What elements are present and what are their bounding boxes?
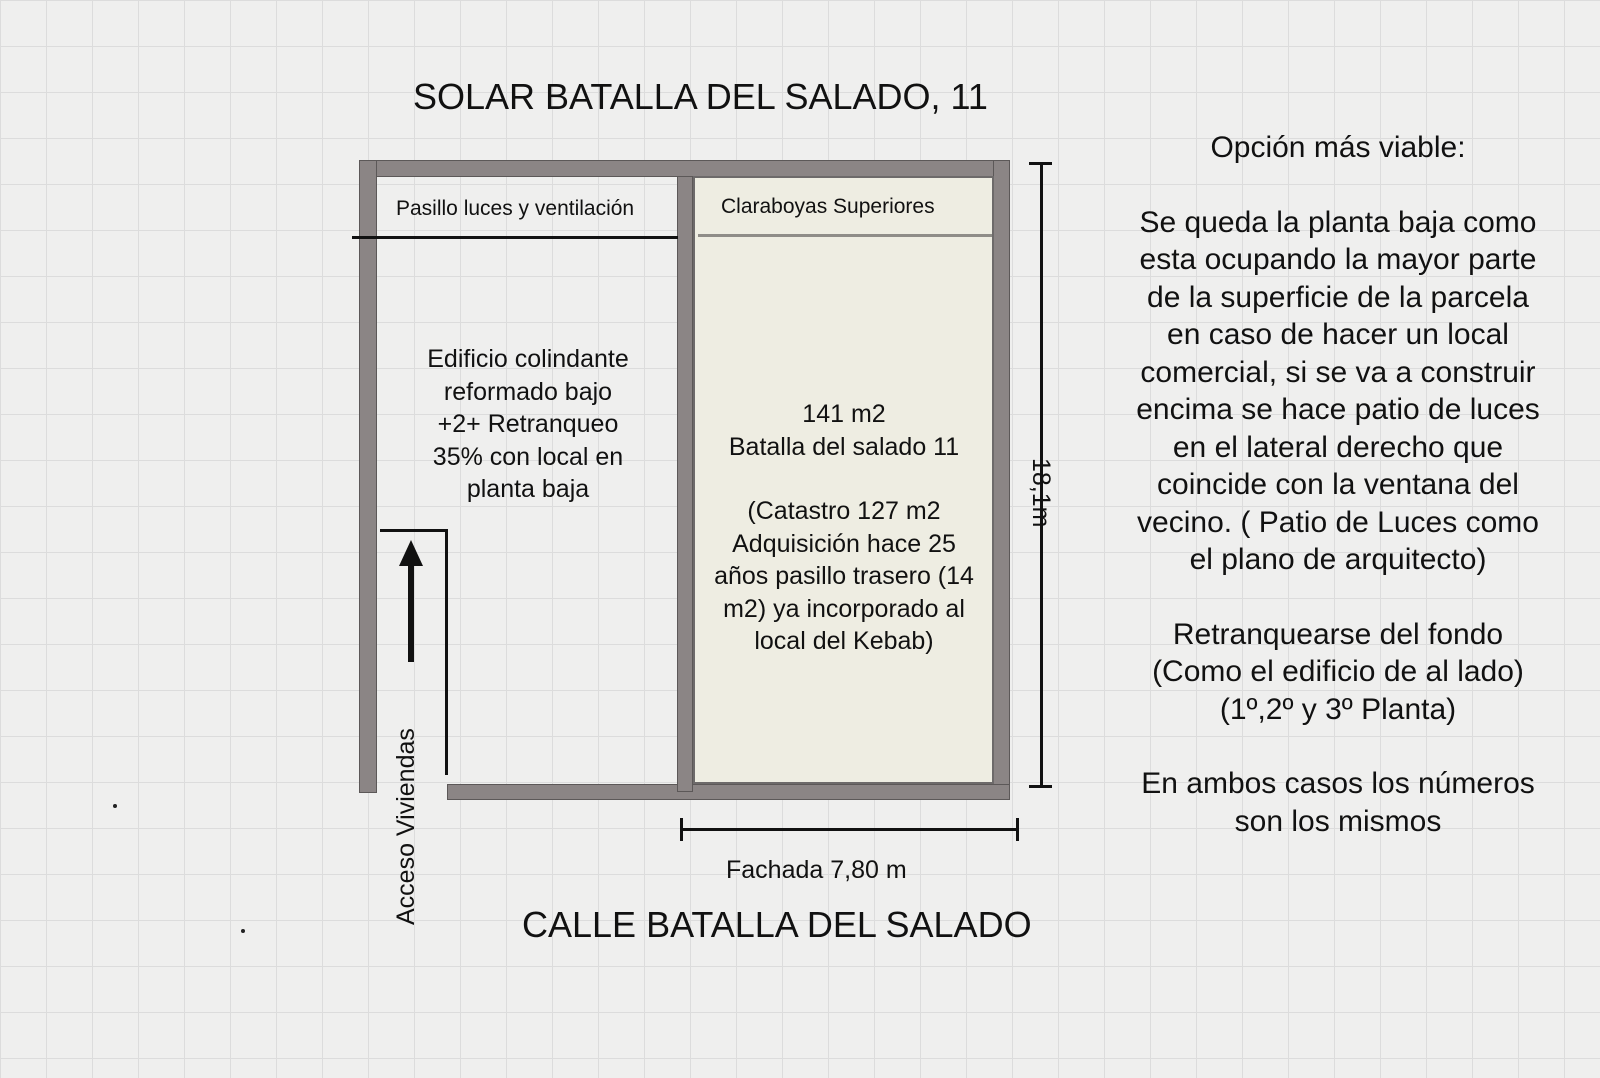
plot-area-text bbox=[695, 398, 993, 658]
notes-line: coincide con la ventana del bbox=[1157, 468, 1519, 501]
notes-line: (Como el edificio de al lado) bbox=[1152, 655, 1524, 688]
plot-line: Batalla del salado 11 bbox=[728, 432, 960, 461]
plot-note-line: local del Kebab) bbox=[754, 627, 934, 655]
facade-dimension-tick-right bbox=[1016, 818, 1019, 841]
diagram-title: SOLAR BATALLA DEL SALADO, 11 bbox=[413, 76, 988, 117]
notes-line: son los mismos bbox=[1234, 804, 1442, 838]
notes-line: comercial, si se va a construir bbox=[1140, 355, 1536, 389]
arrow-up-icon bbox=[396, 540, 426, 662]
notes-line: de la superficie de la parcela bbox=[1147, 280, 1529, 314]
neighbor-line: planta baja bbox=[466, 475, 590, 503]
notes-line: en caso de hacer un local bbox=[1167, 318, 1509, 351]
plot-note-line: (Catastro 127 m2 bbox=[747, 497, 941, 525]
bottom-wall bbox=[447, 784, 1010, 800]
notes-paragraph-3 bbox=[1108, 765, 1568, 840]
left-wall bbox=[359, 160, 377, 793]
notes-line: En ambos casos los números bbox=[1141, 767, 1535, 800]
right-strip-divider bbox=[698, 234, 992, 237]
notes-line: vecino. ( Patio de Luces como bbox=[1137, 505, 1539, 539]
height-dimension-label: 18,1m bbox=[1027, 458, 1055, 528]
neighbor-line: reformado bajo bbox=[443, 377, 613, 406]
right-strip-label: Claraboyas Superiores bbox=[721, 195, 935, 218]
facade-dimension-label: Fachada 7,80 m bbox=[726, 856, 907, 884]
plot-note-line: m2) ya incorporado al bbox=[723, 594, 965, 623]
facade-dimension-tick-left bbox=[680, 818, 683, 841]
height-dimension-tick-bottom bbox=[1029, 785, 1052, 788]
notes-line: Se queda la planta baja como bbox=[1139, 205, 1537, 239]
left-strip-label: Pasillo luces y ventilación bbox=[396, 197, 635, 220]
stray-dot bbox=[241, 929, 245, 933]
party-wall bbox=[677, 176, 693, 792]
top-wall bbox=[359, 160, 1010, 177]
access-label: Acceso Viviendas bbox=[392, 728, 420, 925]
notes-line: Retranquearse del fondo bbox=[1172, 617, 1504, 651]
notes-heading: Opción más viable: bbox=[1210, 131, 1466, 164]
street-name: CALLE BATALLA DEL SALADO bbox=[522, 904, 1032, 945]
notes-line: esta ocupando la mayor parte bbox=[1139, 243, 1537, 276]
plot-note-line: Adquisición hace 25 bbox=[732, 529, 956, 558]
access-corridor-top bbox=[380, 529, 448, 532]
notes-panel bbox=[1108, 129, 1568, 877]
neighbor-line: Edificio colindante bbox=[427, 345, 629, 373]
facade-dimension-line bbox=[680, 828, 1019, 831]
notes-line: (1º,2º y 3º Planta) bbox=[1219, 692, 1457, 726]
left-strip-divider bbox=[352, 236, 678, 239]
notes-line: el plano de arquitecto) bbox=[1189, 543, 1487, 576]
stray-dot bbox=[113, 804, 117, 808]
notes-line: en el lateral derecho que bbox=[1172, 430, 1504, 464]
right-wall bbox=[993, 160, 1010, 800]
plot-line: 141 m2 bbox=[802, 400, 886, 428]
neighbor-line: +2+ Retranqueo bbox=[437, 410, 619, 438]
access-corridor-side bbox=[445, 529, 448, 775]
notes-line: encima se hace patio de luces bbox=[1136, 393, 1540, 426]
neighbor-line: 35% con local en bbox=[432, 442, 624, 471]
plot-note-line: años pasillo trasero (14 bbox=[714, 562, 974, 590]
notes-paragraph-2 bbox=[1108, 616, 1568, 729]
height-dimension-tick-top bbox=[1029, 162, 1052, 165]
neighbor-building-text bbox=[383, 343, 673, 506]
notes-paragraph-1 bbox=[1108, 204, 1568, 579]
